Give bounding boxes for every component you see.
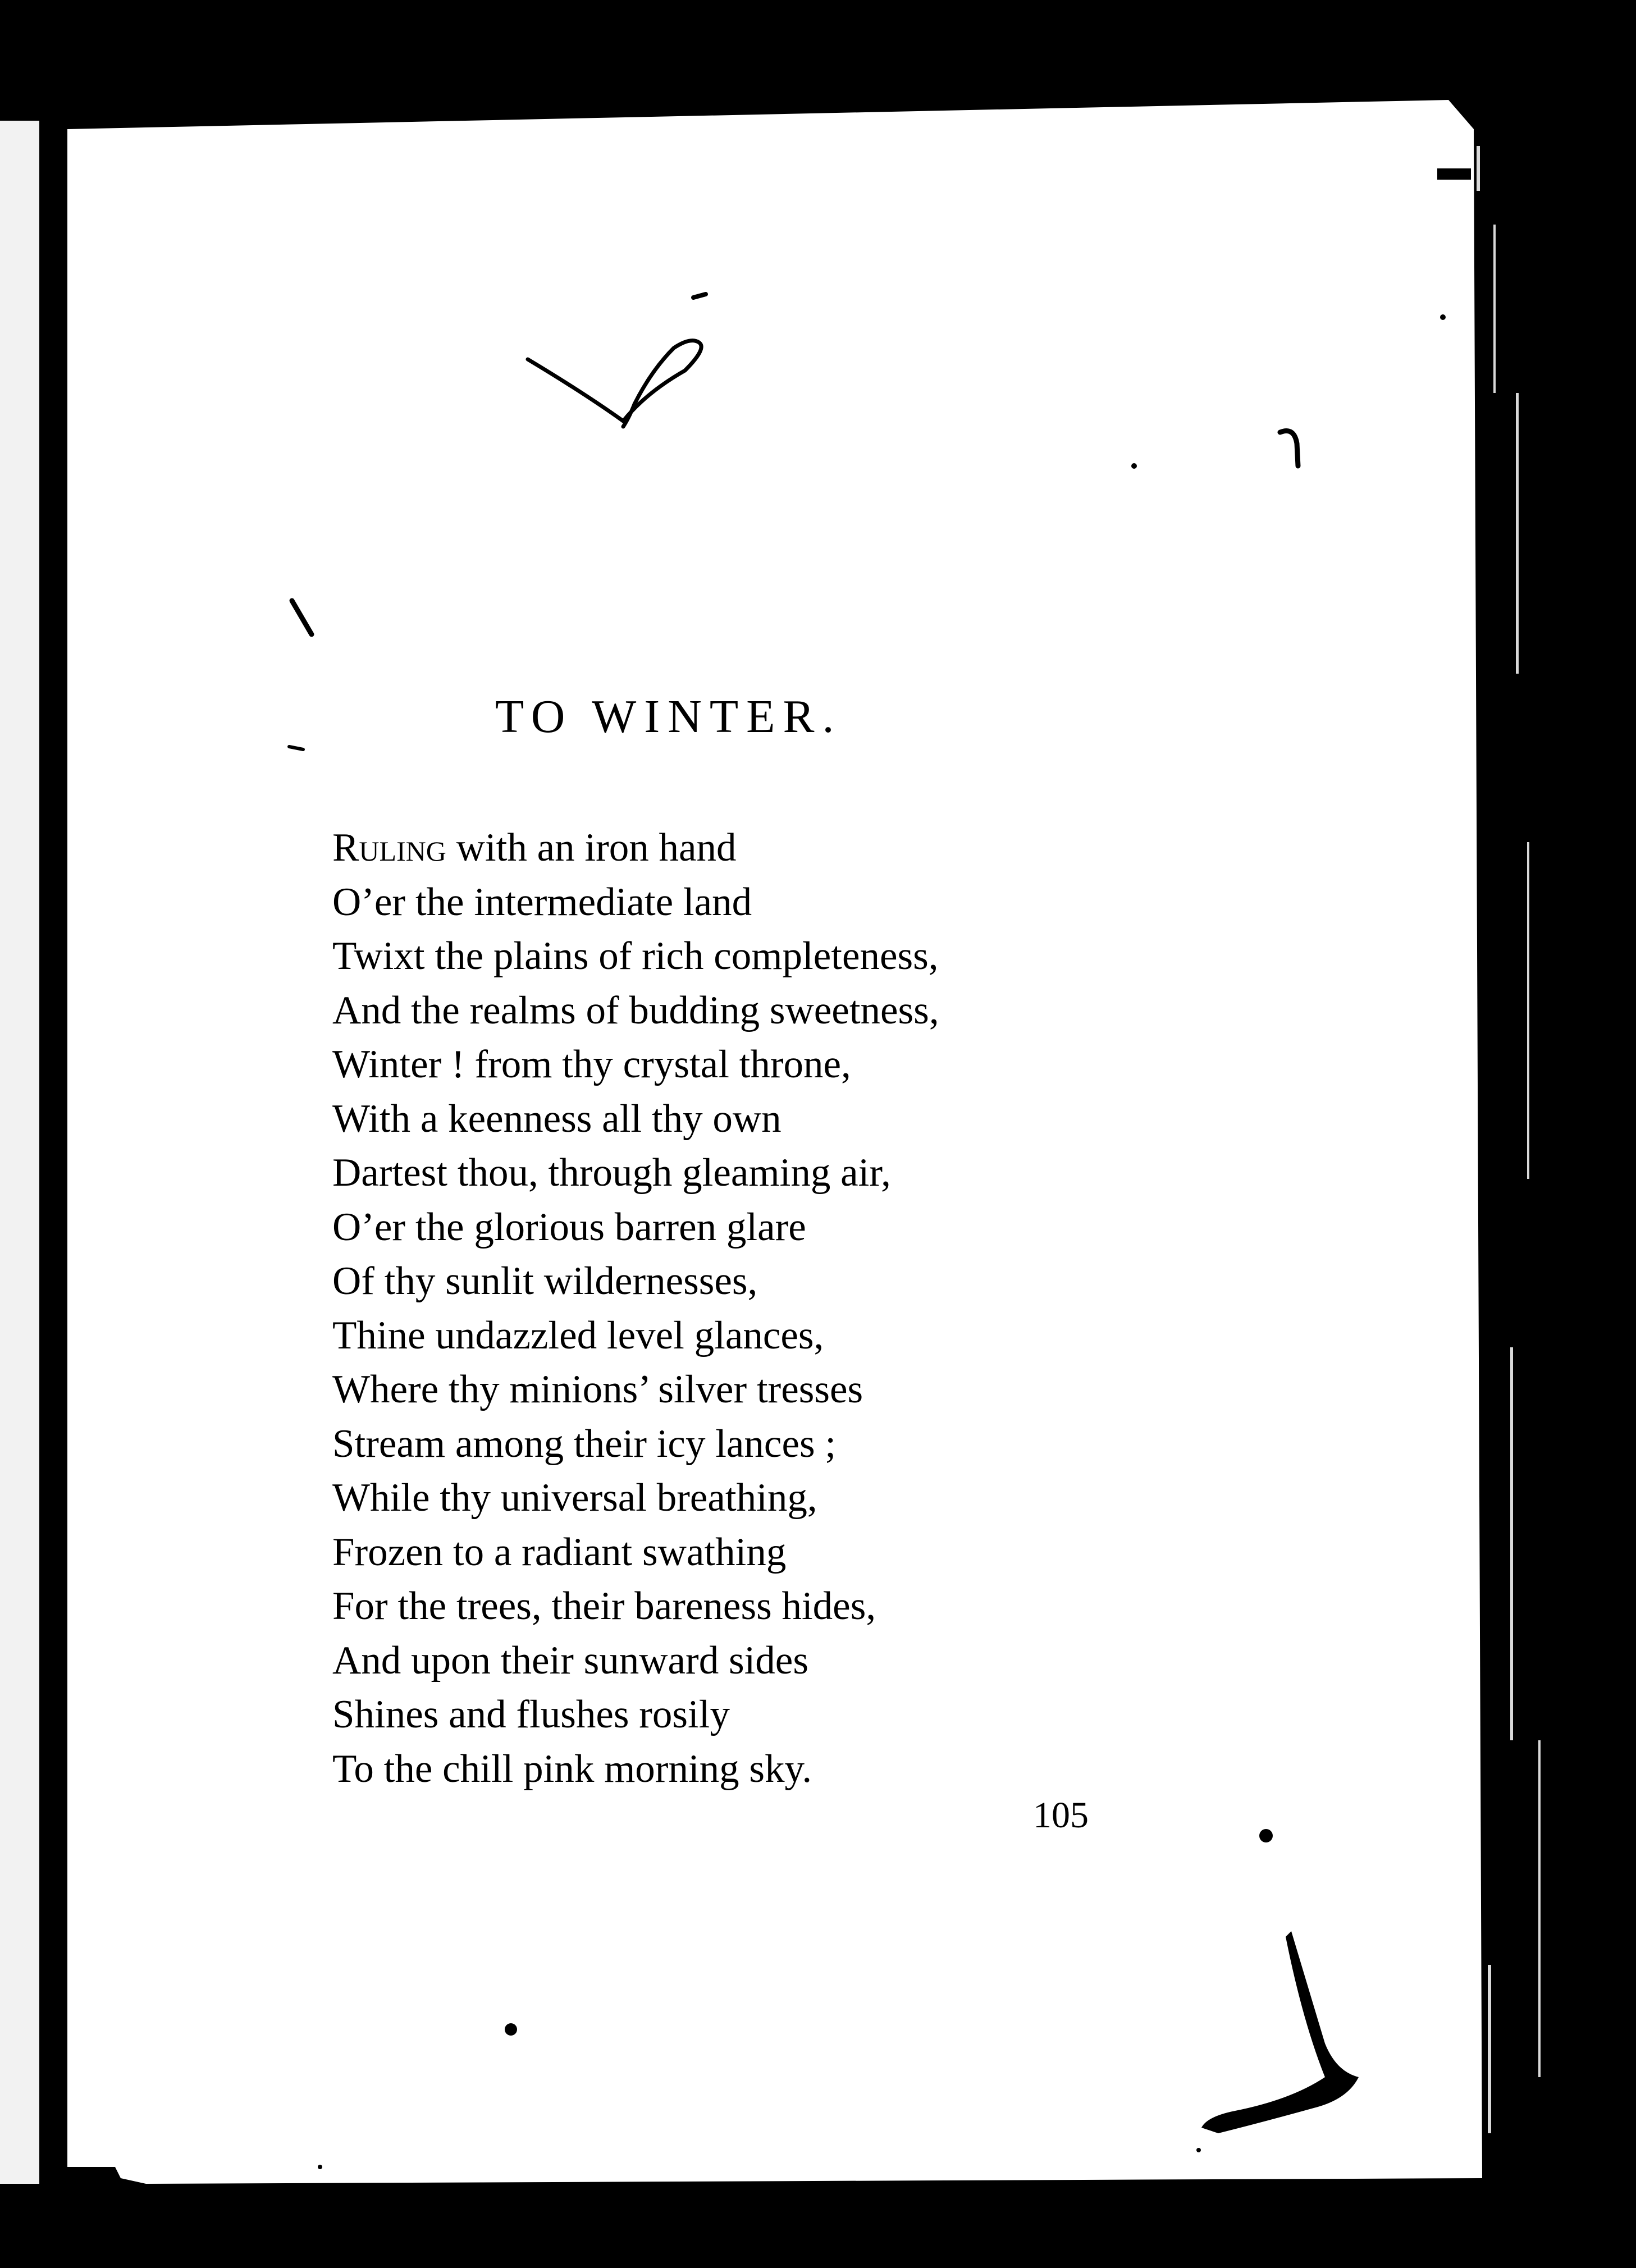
- first-word-smallcaps: uling: [359, 826, 446, 870]
- poem-line: Frozen to a radiant swathing: [332, 1530, 787, 1574]
- poem-line: With a keenness all thy own: [332, 1096, 782, 1141]
- poem-line: While thy universal breathing,: [332, 1476, 817, 1520]
- poem-body: [332, 821, 939, 1796]
- first-line-text: with an iron hand: [446, 826, 737, 870]
- poem-line: O’er the glorious barren glare: [332, 1205, 806, 1249]
- poem-line: Winter ! from thy crystal throne,: [332, 1042, 851, 1086]
- poem-line: For the trees, their bareness hides,: [332, 1584, 876, 1628]
- poem-line: Thine undazzled level glances,: [332, 1313, 824, 1357]
- poem-line: O’er the intermediate land: [332, 880, 752, 924]
- poem-line: To the chill pink morning sky.: [332, 1746, 812, 1791]
- poem-line: Where thy minions’ silver tresses: [332, 1368, 863, 1411]
- poem-line: [332, 821, 939, 875]
- poem-line: Twixt the plains of rich completeness,: [332, 934, 939, 978]
- page-number: 105: [1033, 1795, 1089, 1836]
- poem-line: Dartest thou, through gleaming air,: [332, 1151, 891, 1195]
- poem-line: And upon their sunward sides: [332, 1638, 808, 1682]
- drop-initial: R: [332, 826, 359, 870]
- poem-line: Shines and flushes rosily: [332, 1693, 730, 1736]
- poem-line: Of thy sunlit wildernesses,: [332, 1259, 758, 1303]
- poem-line: And the realms of budding sweetness,: [332, 988, 939, 1032]
- poem-line: Stream among their icy lances ;: [332, 1421, 837, 1466]
- poem-title: TO WINTER.: [495, 691, 842, 743]
